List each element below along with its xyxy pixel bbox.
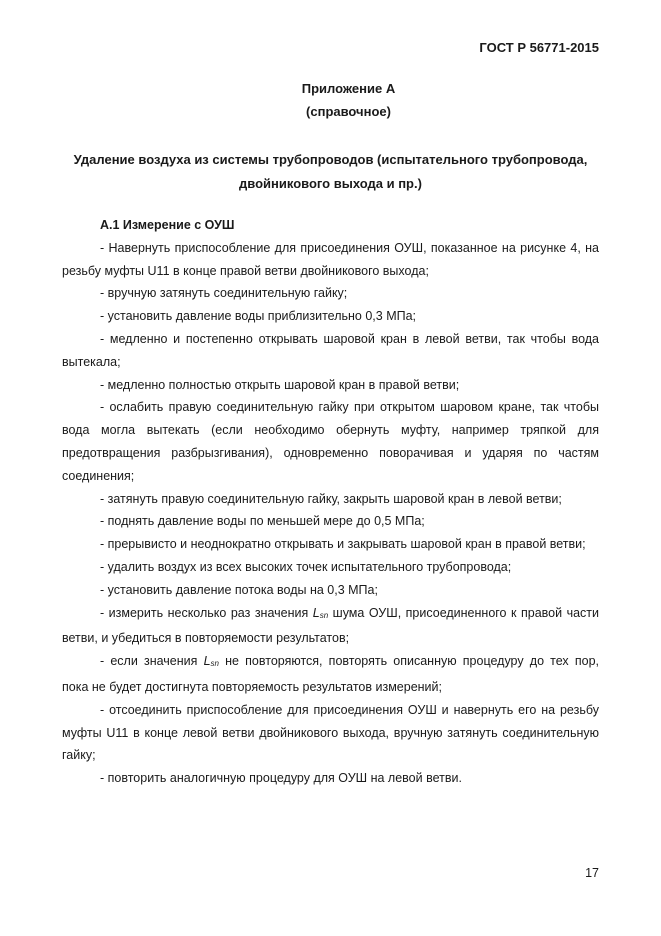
paragraph-text: - измерить несколько раз значения bbox=[100, 605, 313, 620]
paragraph bbox=[62, 650, 599, 699]
standard-code: ГОСТ Р 56771-2015 bbox=[479, 40, 599, 55]
paragraph-text: шума ОУШ, присоединенного к правой части ветви, и убедиться в повторяемости результатов; bbox=[62, 605, 599, 646]
paragraph: - медленно и постепенно открывать шаровой кран в левой ветви, так чтобы вода вытекала; bbox=[62, 331, 599, 369]
paragraph: - удалить воздух из всех высоких точек испытательного трубопровода; bbox=[100, 559, 512, 574]
paragraph: - отсоединить приспособление для присоединения ОУШ и навернуть его на резьбу муфты U11 в конце левой ветви двойникового выхода, вручную затянуть соединительную гайку; bbox=[62, 702, 599, 763]
symbol-subscript: sn bbox=[210, 659, 219, 669]
symbol-main: L bbox=[203, 654, 211, 669]
paragraph: - вручную затянуть соединительную гайку; bbox=[100, 286, 348, 301]
document-body bbox=[62, 214, 599, 790]
paragraph: - медленно полностью открыть шаровой кран в правой ветви; bbox=[100, 377, 460, 392]
paragraph: - установить давление воды приблизительно 0,3 МПа; bbox=[100, 309, 417, 324]
appendix-title: Приложение А bbox=[301, 81, 396, 96]
paragraph: - Навернуть приспособление для присоединения ОУШ, показанное на рисунке 4, на резьбу муфты U11 в конце правой ветви двойникового выхода; bbox=[62, 240, 599, 278]
lsn-symbol bbox=[204, 654, 219, 668]
paragraph: - установить давление потока воды на 0,3 МПа; bbox=[100, 582, 378, 597]
paragraph: - прерывисто и неоднократно открывать и закрывать шаровой кран в правой ветви; bbox=[100, 537, 586, 552]
paragraph: - повторить аналогичную процедуру для ОУШ на левой ветви. bbox=[100, 771, 462, 786]
paragraph: - затянуть правую соединительную гайку, закрыть шаровой кран в левой ветви; bbox=[100, 491, 562, 506]
paragraph: - ослабить правую соединительную гайку при открытом шаровом кране, так чтобы вода могла вытекать (если необходимо обернуть муфту, например тряпкой для предотвращения разбрызгивания), одновременно поворачивая и ударяя по частям соединения; bbox=[62, 400, 599, 483]
lsn-symbol bbox=[313, 606, 328, 620]
section-title: Удаление воздуха из системы трубопроводов (испытательного трубопровода, двойникового выхода и пр.) bbox=[73, 152, 588, 191]
symbol-subscript: sn bbox=[319, 610, 329, 620]
page-number: 17 bbox=[585, 866, 599, 880]
symbol-main: L bbox=[312, 605, 320, 620]
paragraph bbox=[62, 602, 599, 651]
appendix-subtitle: (справочное) bbox=[306, 104, 391, 119]
subsection-title: А.1 Измерение с ОУШ bbox=[100, 218, 235, 232]
paragraph-text: не повторяются, повторять описанную процедуру до тех пор, пока не будет достигнута повторяемость результатов измерений; bbox=[62, 654, 599, 694]
paragraph-text: - если значения bbox=[100, 654, 204, 669]
paragraph: - поднять давление воды по меньшей мере до 0,5 МПа; bbox=[100, 514, 425, 529]
